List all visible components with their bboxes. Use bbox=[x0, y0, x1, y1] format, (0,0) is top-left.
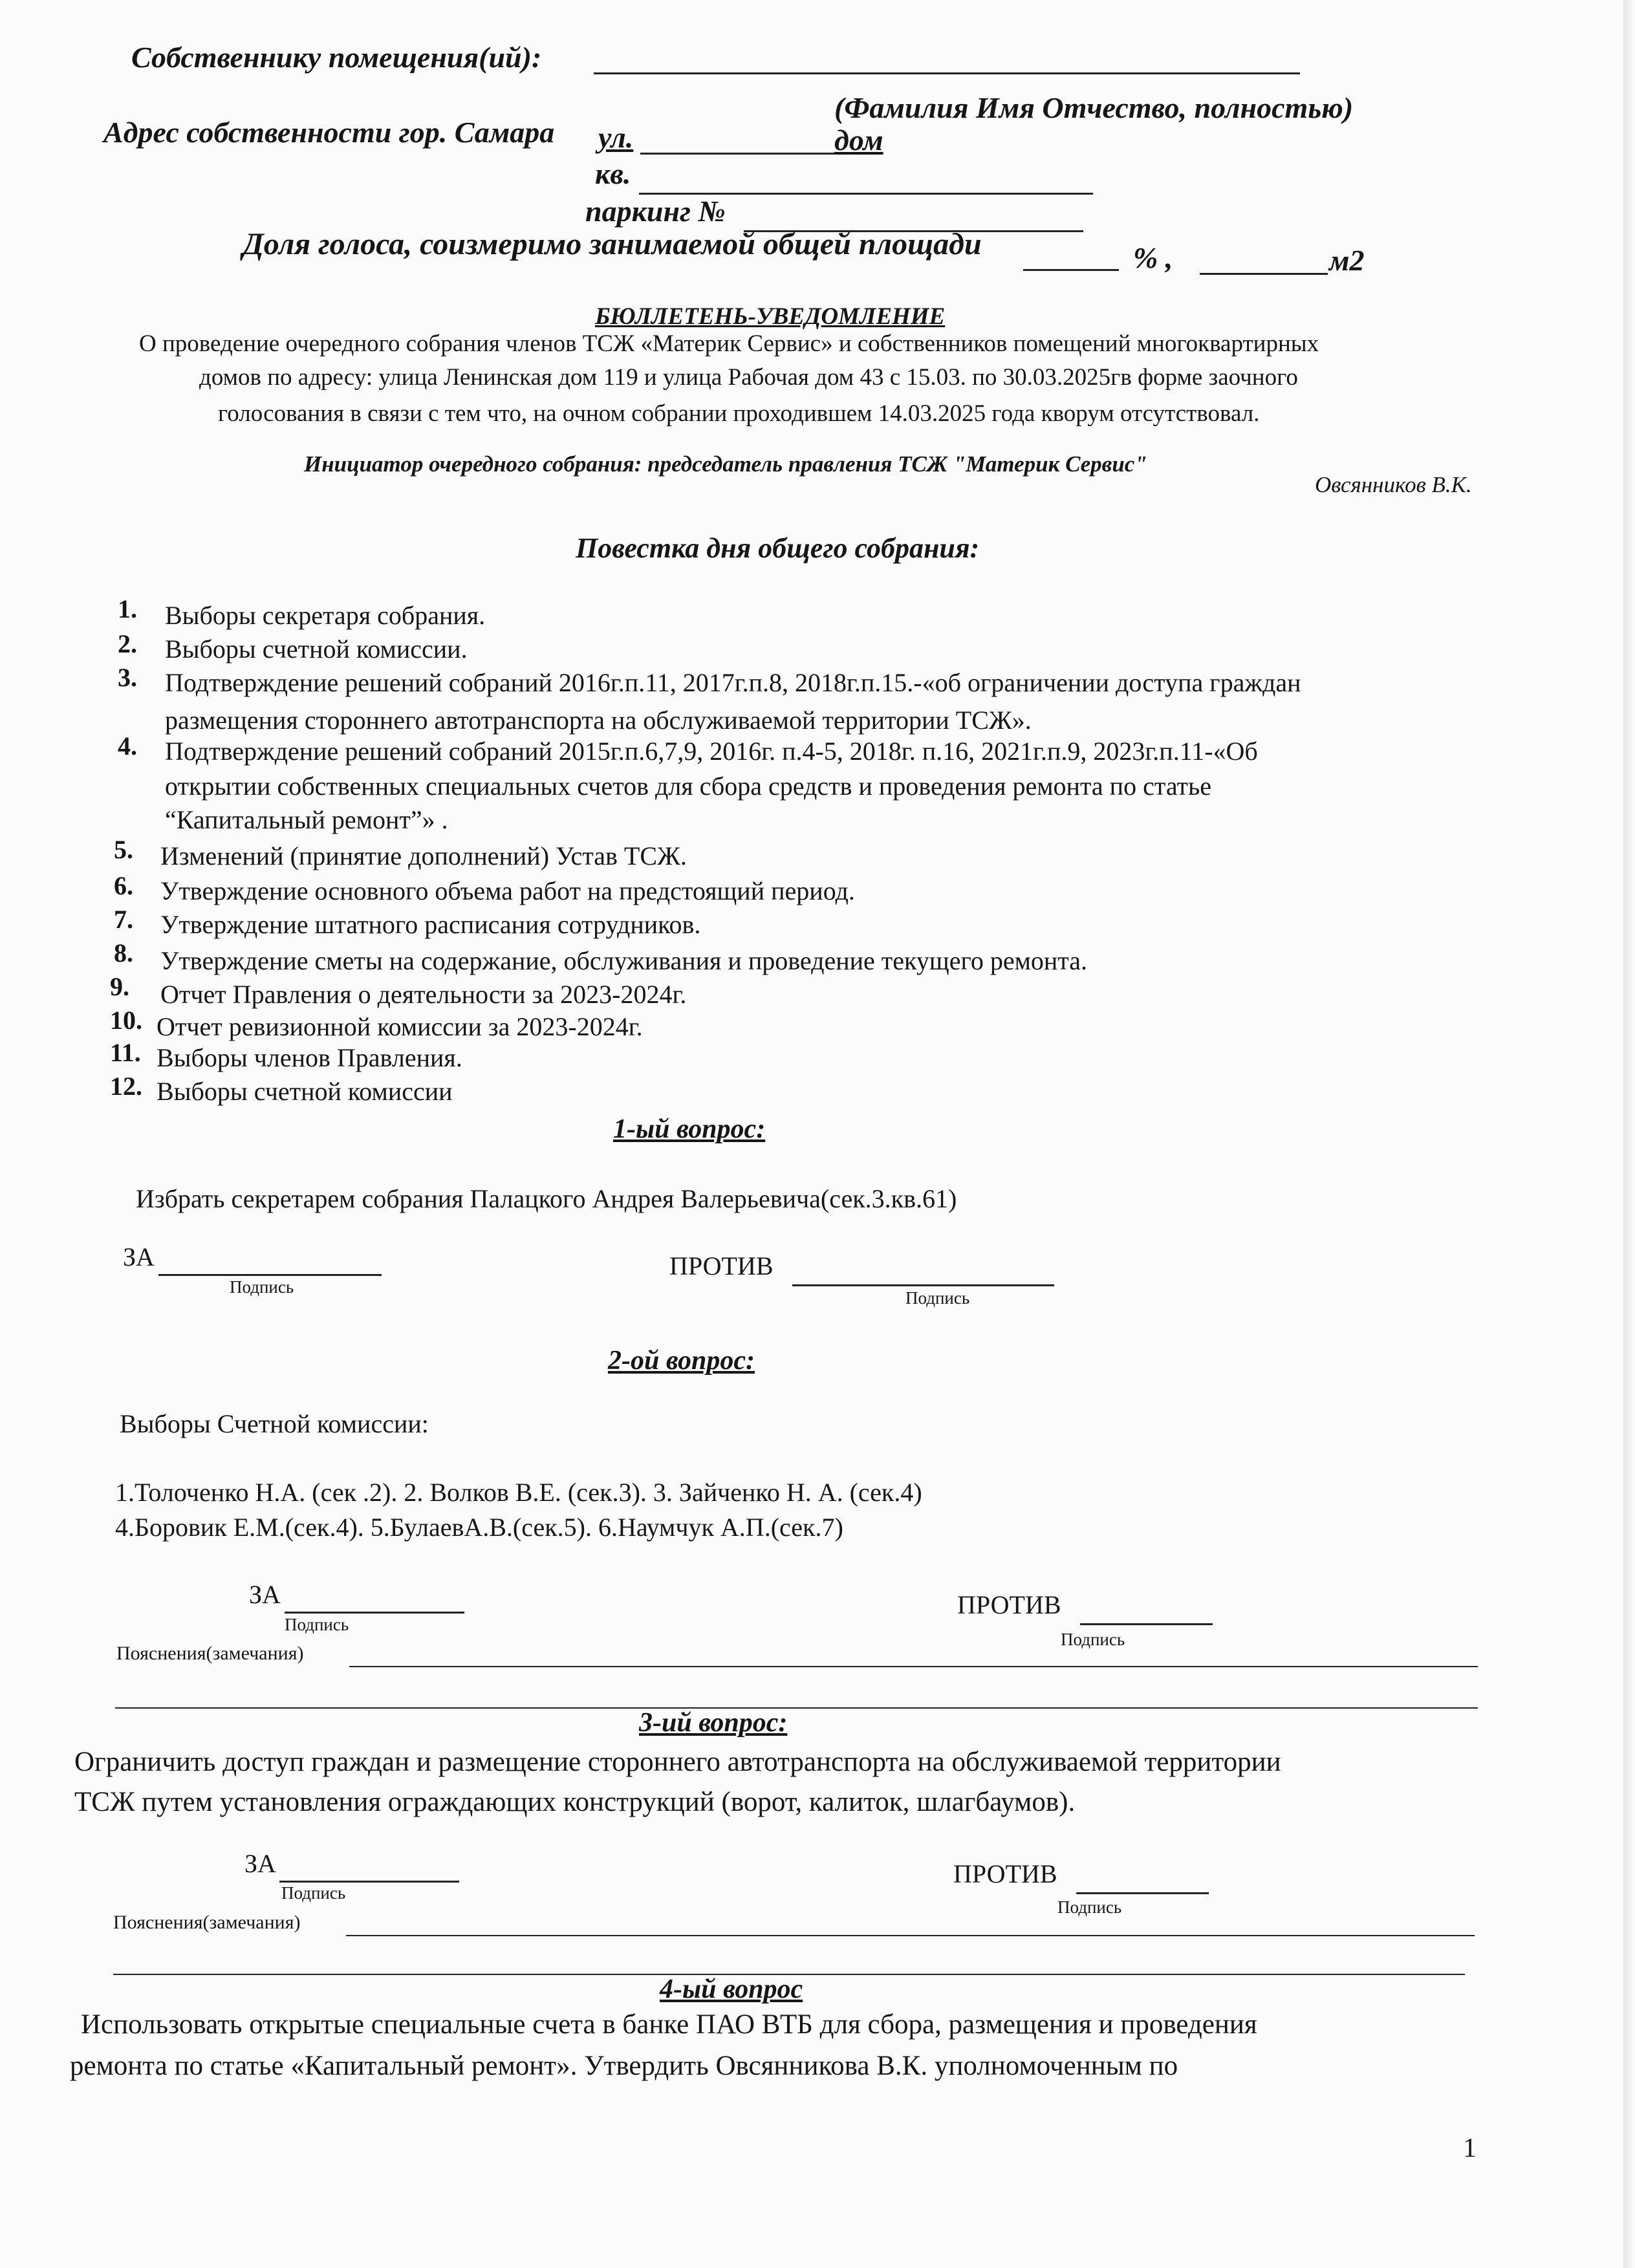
q4-line-1: Использовать открытые специальные счета в банке ПАО ВТБ для сбора, размещения и проведения bbox=[81, 2009, 1257, 2040]
q3-title: 3-ий вопрос: bbox=[639, 1708, 788, 1738]
intro-line-1: О проведение очередного собрания членов ТСЖ «Материк Сервис» и собственников помещений многоквартирных bbox=[139, 330, 1319, 357]
agenda-item-4-line-1: Подтверждение решений собраний 2015г.п.6,7,9, 2016г. п.4-5, 2018г. п.16, 2021г.п.9, 2023г.п.11-«Об bbox=[165, 737, 1258, 766]
q3-remarks-field[interactable] bbox=[346, 1935, 1475, 1936]
page-number: 1 bbox=[1463, 2133, 1477, 2163]
agenda-num-1: 1. bbox=[118, 594, 137, 623]
q3-for-signature-field[interactable] bbox=[279, 1881, 459, 1883]
agenda-item-12: Выборы счетной комиссии bbox=[157, 1077, 453, 1106]
agenda-num-11: 11. bbox=[110, 1038, 141, 1067]
agenda-num-12: 12. bbox=[110, 1072, 142, 1101]
q2-remarks-field-2[interactable] bbox=[115, 1707, 1478, 1709]
agenda-item-10: Отчет ревизионной комиссии за 2023-2024г. bbox=[157, 1012, 643, 1041]
q2-remarks-field[interactable] bbox=[349, 1666, 1478, 1667]
intro-line-2: домов по адресу: улица Ленинская дом 119 и улица Рабочая дом 43 с 15.03. по 30.03.2025гв форме заочного bbox=[199, 364, 1298, 391]
percent-field[interactable] bbox=[1023, 269, 1119, 271]
agenda-item-2: Выборы счетной комиссии. bbox=[165, 634, 468, 664]
agenda-title: Повестка дня общего собрания: bbox=[576, 532, 980, 564]
q1-for-signature-label: Подпись bbox=[230, 1277, 294, 1297]
q2-against-label: ПРОТИВ bbox=[957, 1590, 1061, 1619]
scan-edge bbox=[1623, 0, 1635, 2268]
q3-line-1: Ограничить доступ граждан и размещение стороннего автотранспорта на обслуживаемой территории bbox=[74, 1747, 1281, 1777]
owner-label: Собственнику помещения(ий): bbox=[131, 41, 542, 74]
agenda-item-9: Отчет Правления о деятельности за 2023-2024г. bbox=[160, 980, 687, 1009]
q3-against-signature-field[interactable] bbox=[1076, 1892, 1209, 1894]
area-unit: м2 bbox=[1329, 244, 1365, 277]
q2-against-signature-label: Подпись bbox=[1061, 1630, 1125, 1649]
q2-text: Выборы Счетной комиссии: bbox=[120, 1409, 429, 1438]
q1-for-signature-field[interactable] bbox=[158, 1274, 382, 1276]
bulletin-title: БЮЛЛЕТЕНЬ-УВЕДОМЛЕНИЕ bbox=[595, 303, 946, 330]
q3-for-label: ЗА bbox=[244, 1849, 276, 1878]
q2-title: 2-ой вопрос: bbox=[608, 1346, 755, 1376]
owner-name-field[interactable] bbox=[594, 72, 1300, 74]
q2-members-line-2: 4.Боровик Е.М.(сек.4). 5.БулаевА.В.(сек.5). 6.Наумчук А.П.(сек.7) bbox=[115, 1513, 843, 1542]
agenda-num-4: 4. bbox=[118, 731, 137, 761]
q4-line-2: ремонта по статье «Капитальный ремонт». Утвердить Овсянникова В.К. уполномоченным по bbox=[70, 2051, 1178, 2081]
street-field[interactable] bbox=[640, 153, 834, 155]
agenda-item-4-line-2: открытии собственных специальных счетов для сбора средств и проведения ремонта по статье bbox=[165, 772, 1212, 801]
q3-remarks-label: Пояснения(замечания) bbox=[113, 1912, 301, 1933]
q2-against-signature-field[interactable] bbox=[1080, 1623, 1213, 1625]
q2-members-line-1: 1.Толоченко Н.А. (сек .2). 2. Волков В.Е. (сек.3). 3. Зайченко Н. А. (сек.4) bbox=[115, 1478, 922, 1507]
agenda-num-6: 6. bbox=[114, 871, 133, 900]
agenda-item-11: Выборы членов Правления. bbox=[157, 1043, 462, 1072]
agenda-num-2: 2. bbox=[118, 629, 137, 658]
q1-against-signature-label: Подпись bbox=[905, 1288, 970, 1308]
q3-against-label: ПРОТИВ bbox=[953, 1859, 1057, 1888]
agenda-num-7: 7. bbox=[114, 905, 133, 934]
q3-against-signature-label: Подпись bbox=[1057, 1897, 1122, 1917]
agenda-num-9: 9. bbox=[110, 972, 129, 1001]
intro-line-3: голосования в связи с тем что, на очном собрании проходившем 14.03.2025 года кворум отсутствовал. bbox=[218, 400, 1260, 427]
q1-against-label: ПРОТИВ bbox=[669, 1251, 774, 1280]
agenda-item-8: Утверждение сметы на содержание, обслуживания и проведение текущего ремонта. bbox=[160, 946, 1088, 975]
q2-for-signature-field[interactable] bbox=[285, 1612, 464, 1614]
q1-title: 1-ый вопрос: bbox=[613, 1114, 766, 1144]
address-label: Адрес собственности гор. Самара bbox=[103, 116, 555, 149]
q1-against-signature-field[interactable] bbox=[792, 1284, 1054, 1286]
q2-remarks-label: Пояснения(замечания) bbox=[116, 1643, 304, 1664]
q1-text: Избрать секретарем собрания Палацкого Андрея Валерьевича(сек.3.кв.61) bbox=[136, 1184, 957, 1213]
q4-title: 4-ый вопрос bbox=[660, 1974, 803, 2004]
agenda-num-5: 5. bbox=[114, 835, 133, 864]
q1-for-label: ЗА bbox=[123, 1242, 155, 1271]
agenda-item-7: Утверждение штатного расписания сотрудников. bbox=[160, 910, 701, 939]
parking-label: паркинг № bbox=[585, 195, 726, 228]
vote-share-label: Доля голоса, соизмеримо занимаемой общей площади bbox=[243, 227, 982, 261]
percent-sign: % , bbox=[1133, 241, 1173, 274]
agenda-item-6: Утверждение основного объема работ на предстоящий период. bbox=[160, 876, 855, 905]
agenda-item-3-line-2: размещения стороннего автотранспорта на обслуживаемой территории ТСЖ». bbox=[165, 706, 1032, 735]
owner-hint: (Фамилия Имя Отчество, полностью) bbox=[834, 91, 1354, 124]
house-label: дом bbox=[834, 124, 883, 157]
area-field[interactable] bbox=[1200, 273, 1328, 275]
q2-for-signature-label: Подпись bbox=[285, 1615, 349, 1634]
q2-for-label: ЗА bbox=[249, 1580, 281, 1609]
agenda-item-4-line-3: “Капитальный ремонт”» . bbox=[165, 805, 448, 834]
agenda-item-1: Выборы секретаря собрания. bbox=[165, 601, 486, 630]
q3-for-signature-label: Подпись bbox=[281, 1883, 346, 1903]
initiator-name: Овсянников В.К. bbox=[1315, 472, 1472, 497]
initiator-text: Инициатор очередного собрания: председатель правления ТСЖ "Материк Сервис" bbox=[304, 451, 1147, 477]
agenda-num-8: 8. bbox=[114, 938, 133, 967]
agenda-num-3: 3. bbox=[118, 663, 137, 692]
agenda-num-10: 10. bbox=[110, 1006, 142, 1035]
agenda-item-3-line-1: Подтверждение решений собраний 2016г.п.11, 2017г.п.8, 2018г.п.15.-«об ограничении доступа граждан bbox=[165, 668, 1301, 697]
agenda-item-5: Изменений (принятие дополнений) Устав ТСЖ. bbox=[160, 841, 687, 870]
q3-line-2: ТСЖ путем установления ограждающих конструкций (ворот, калиток, шлагбаумов). bbox=[74, 1787, 1076, 1817]
street-label: ул. bbox=[598, 121, 634, 154]
apartment-label: кв. bbox=[595, 157, 631, 190]
